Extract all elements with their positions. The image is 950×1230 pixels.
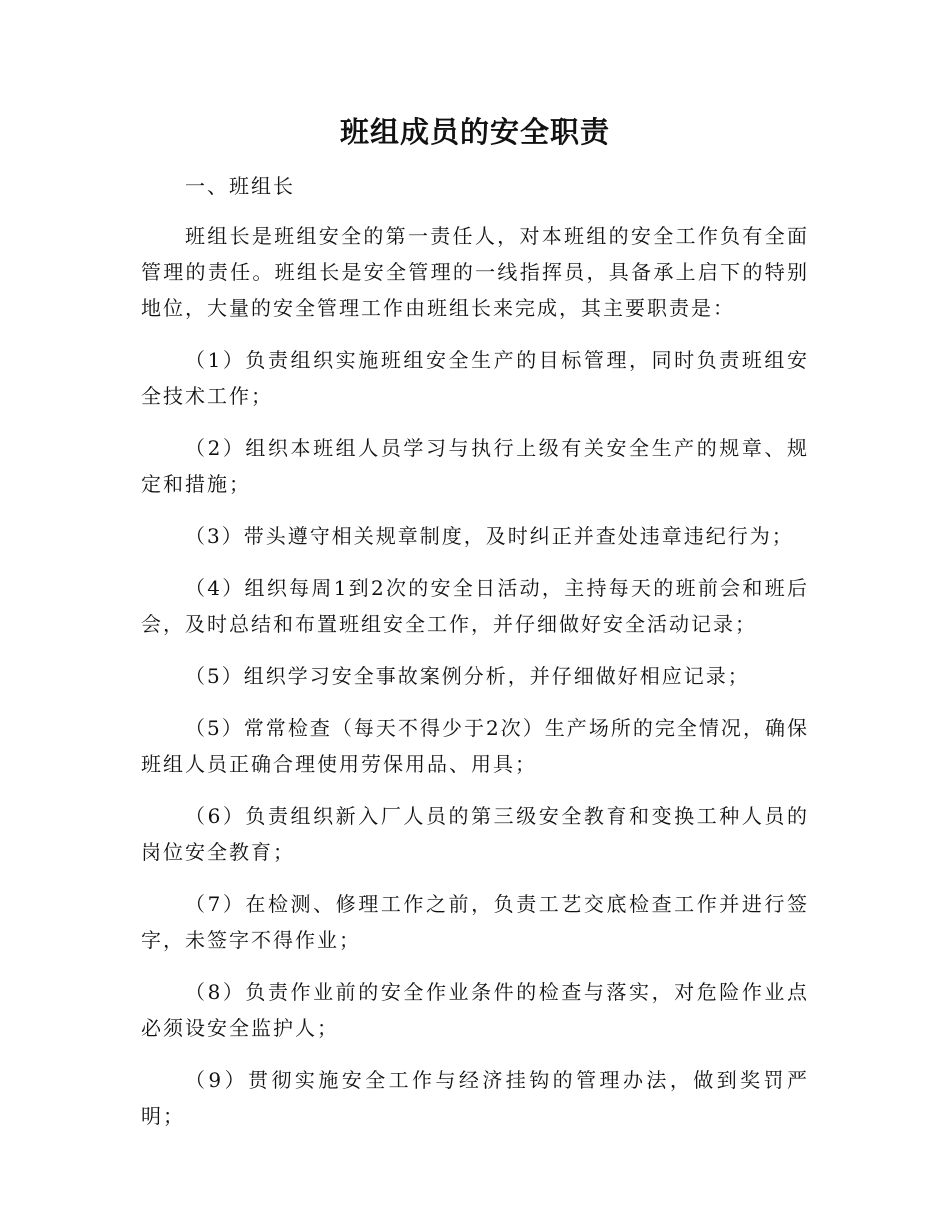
duty-item-1: （1）负责组织实施班组安全生产的目标管理，同时负责班组安全技术工作； — [141, 348, 809, 408]
duty-item-7: （7）在检测、修理工作之前，负责工艺交底检查工作并进行签字，未签字不得作业； — [141, 892, 809, 952]
duty-item-9: （9）贯彻实施安全工作与经济挂钩的管理办法，做到奖罚严明； — [141, 1068, 809, 1128]
duty-item-6: （6）负责组织新入厂人员的第三级安全教育和变换工种人员的岗位安全教育； — [141, 804, 809, 864]
document-title: 班组成员的安全职责 — [339, 115, 610, 149]
duty-item-8: （8）负责作业前的安全作业条件的检查与落实，对危险作业点必须设安全监护人； — [141, 980, 809, 1040]
duty-item-5b: （5）常常检查（每天不得少于2次）生产场所的完全情况，确保班组人员正确合理使用劳保用品、用具； — [141, 716, 809, 776]
intro-paragraph: 班组长是班组安全的第一责任人，对本班组的安全工作负有全面管理的责任。班组长是安全管理的一线指挥员，具备承上启下的特别地位，大量的安全管理工作由班组长来完成，其主要职责是： — [141, 224, 809, 320]
document-body — [141, 168, 809, 1134]
duty-item-5: （5）组织学习安全事故案例分析，并仔细做好相应记录； — [185, 664, 750, 688]
duty-item-2: （2）组织本班组人员学习与执行上级有关安全生产的规章、规定和措施； — [141, 436, 809, 496]
duty-item-3: （3）带头遵守相关规章制度，及时纠正并查处违章违纪行为； — [185, 524, 794, 548]
section-heading: 一、班组长 — [185, 174, 295, 198]
duty-item-4: （4）组织每周1到2次的安全日活动，主持每天的班前会和班后会，及时总结和布置班组安全工作，并仔细做好安全活动记录； — [141, 576, 809, 636]
